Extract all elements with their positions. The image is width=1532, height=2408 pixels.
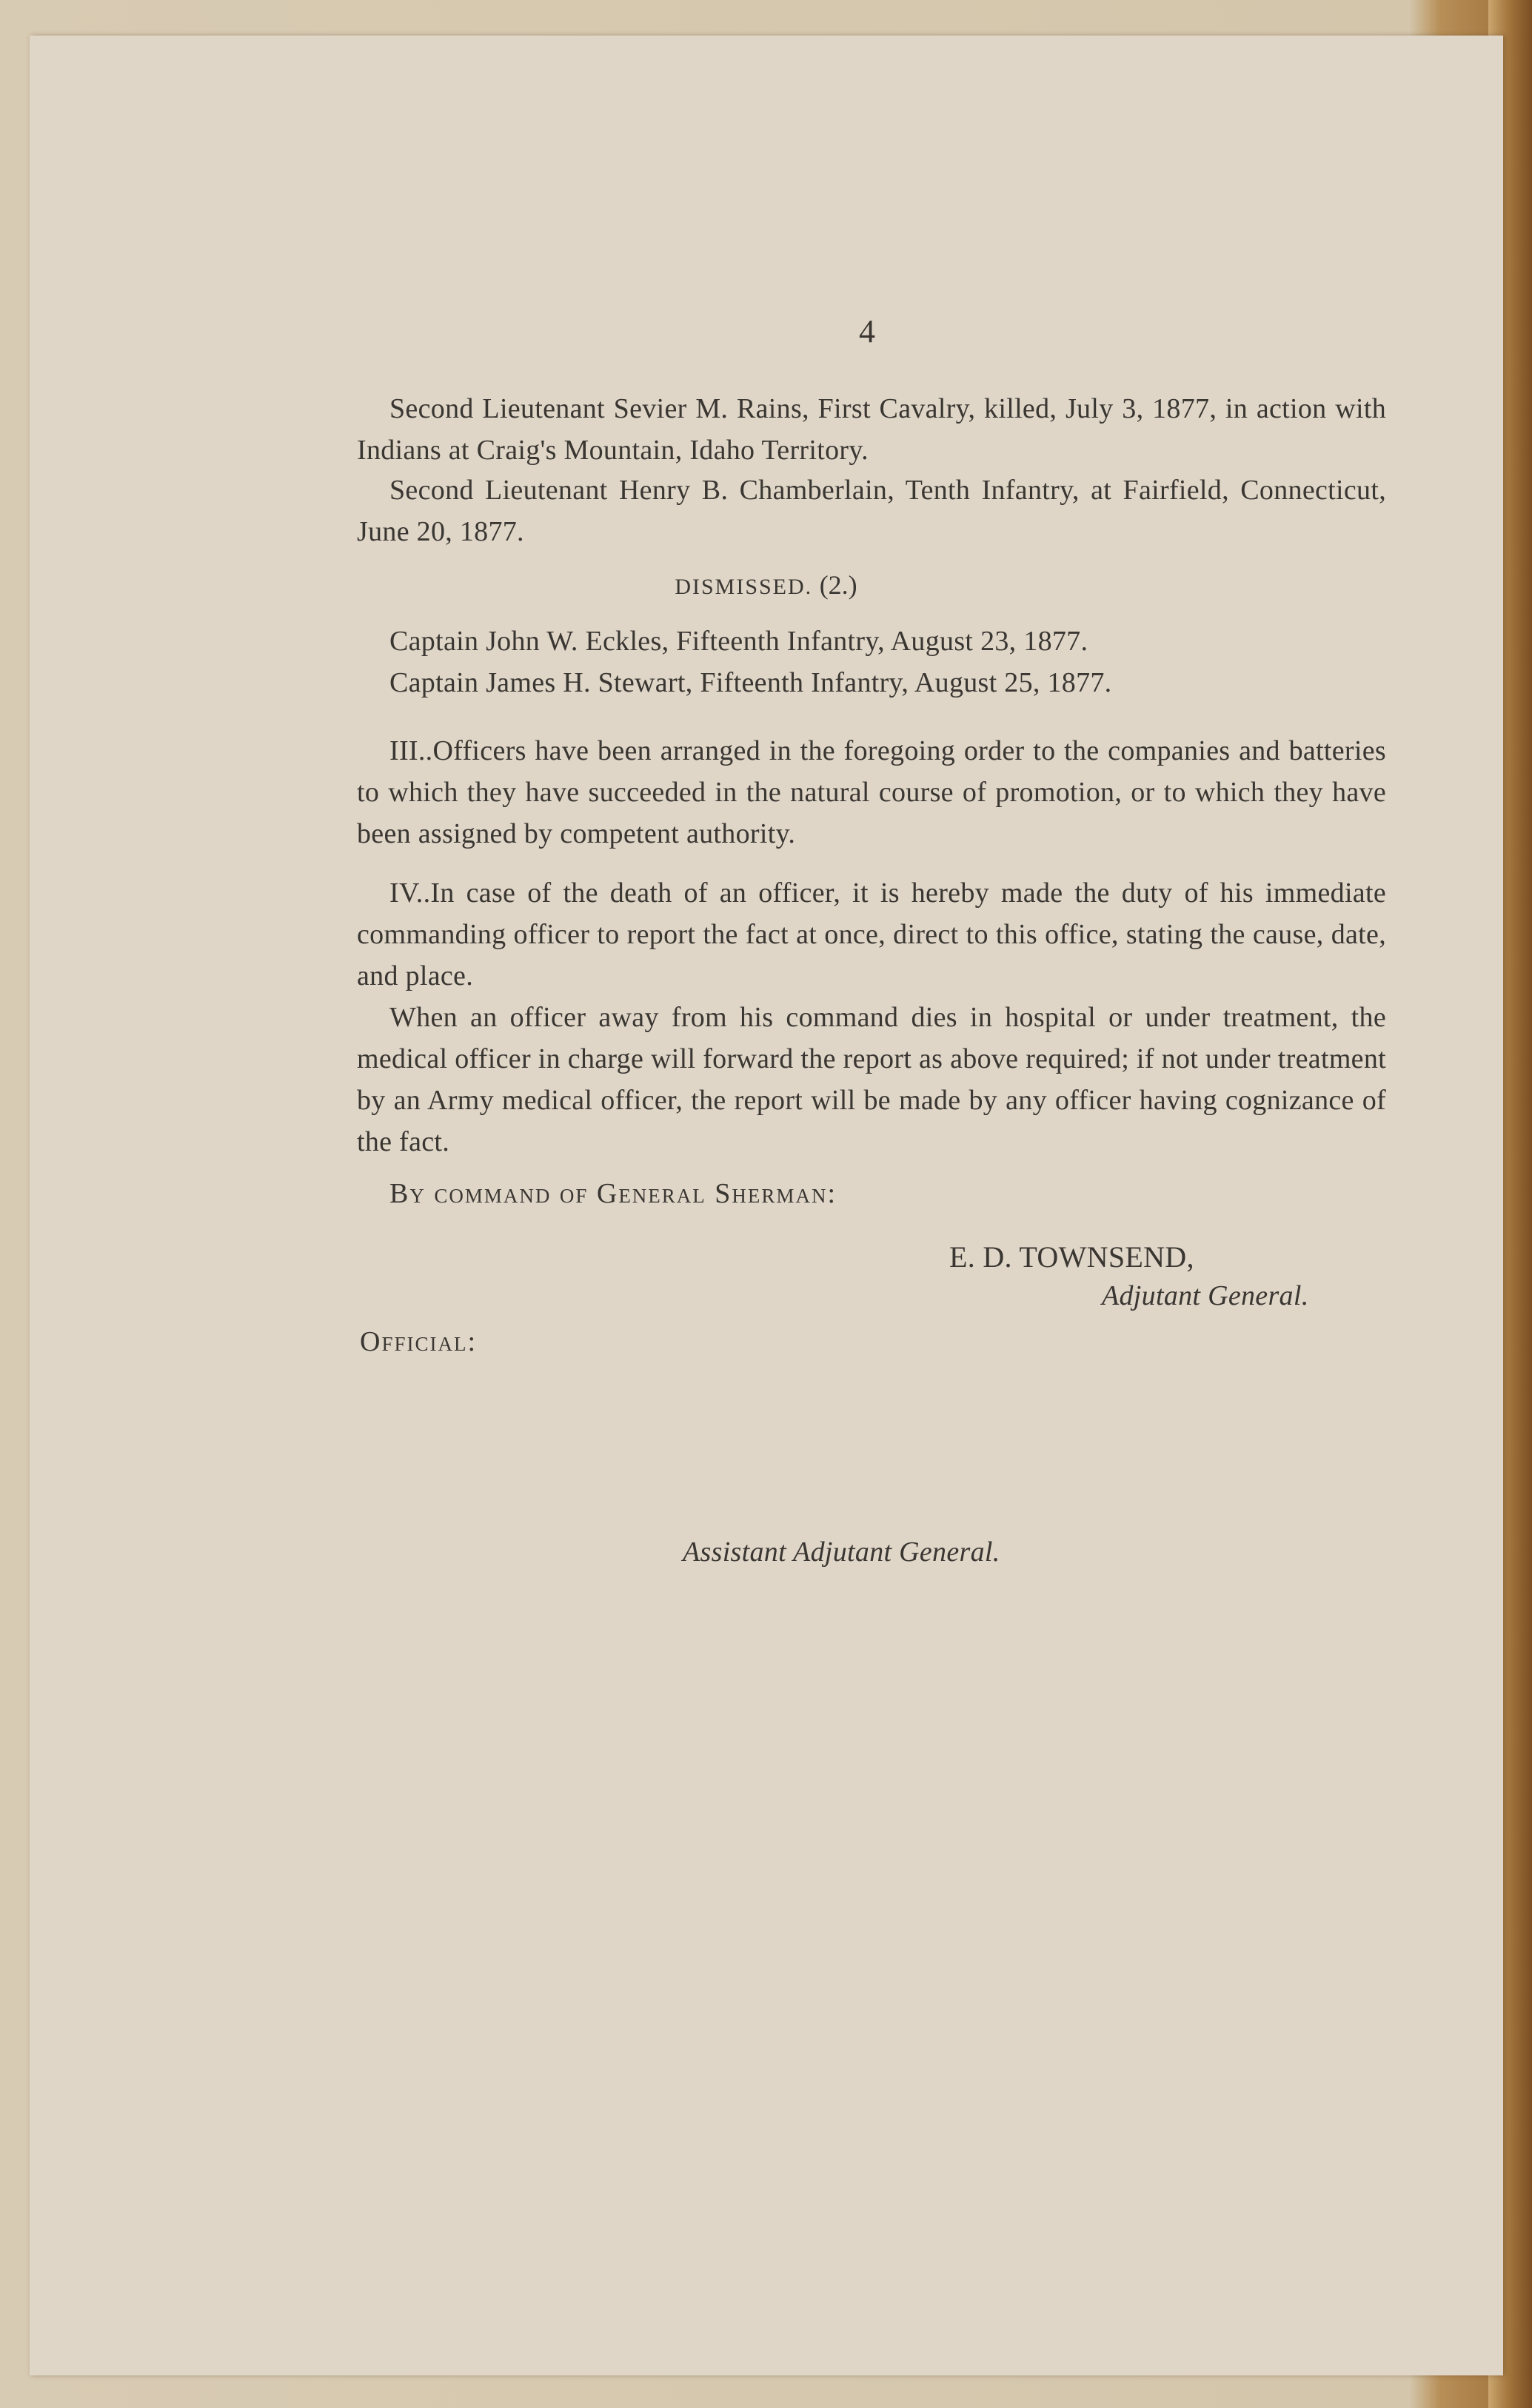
section-iv-second-paragraph: When an officer away from his command dies in hospital or under treatment, the medical officer in charge will forward the report as above required; if not under treatment by an Army medical officer, the report will be made by any officer having cognizance of the fact.: [357, 1002, 1386, 1157]
by-command-line: By command of General Sherman:: [389, 1178, 837, 1209]
section-iv-paragraph: IV..In case of the death of an officer, it is hereby made the duty of his immediate commanding officer to report the fact at once, direct to this office, stating the cause, date, and place.: [357, 877, 1386, 991]
official-label: Official:: [360, 1326, 478, 1357]
death-entry-rains: Second Lieutenant Sevier M. Rains, First Cavalry, killed, July 3, 1877, in action with Indians at Craig's Mountain, Idaho Territory.: [357, 393, 1386, 466]
dismissed-entry-eckles: Captain John W. Eckles, Fifteenth Infantry, August 23, 1877.: [389, 626, 1088, 657]
dismissed-heading: [0, 564, 1532, 608]
assistant-adjutant-title: Assistant Adjutant General.: [683, 1536, 1000, 1568]
death-entry-chamberlain: Second Lieutenant Henry B. Chamberlain, Tenth Infantry, at Fairfield, Connecticut, June 20, 1877.: [357, 475, 1386, 547]
dismissed-count: (2.): [819, 570, 857, 600]
page-number: 4: [859, 313, 876, 350]
signer-title: Adjutant General.: [1102, 1280, 1309, 1311]
dismissed-label: DISMISSED.: [675, 575, 813, 599]
dismissed-entry-stewart: Captain James H. Stewart, Fifteenth Infantry, August 25, 1877.: [389, 667, 1112, 698]
section-iii-paragraph: III..Officers have been arranged in the foregoing order to the companies and batteries to which they have succeeded in the natural course of promotion, or to which they have been assigned by competent authority.: [357, 735, 1386, 849]
signer-name: E. D. TOWNSEND,: [949, 1240, 1194, 1274]
